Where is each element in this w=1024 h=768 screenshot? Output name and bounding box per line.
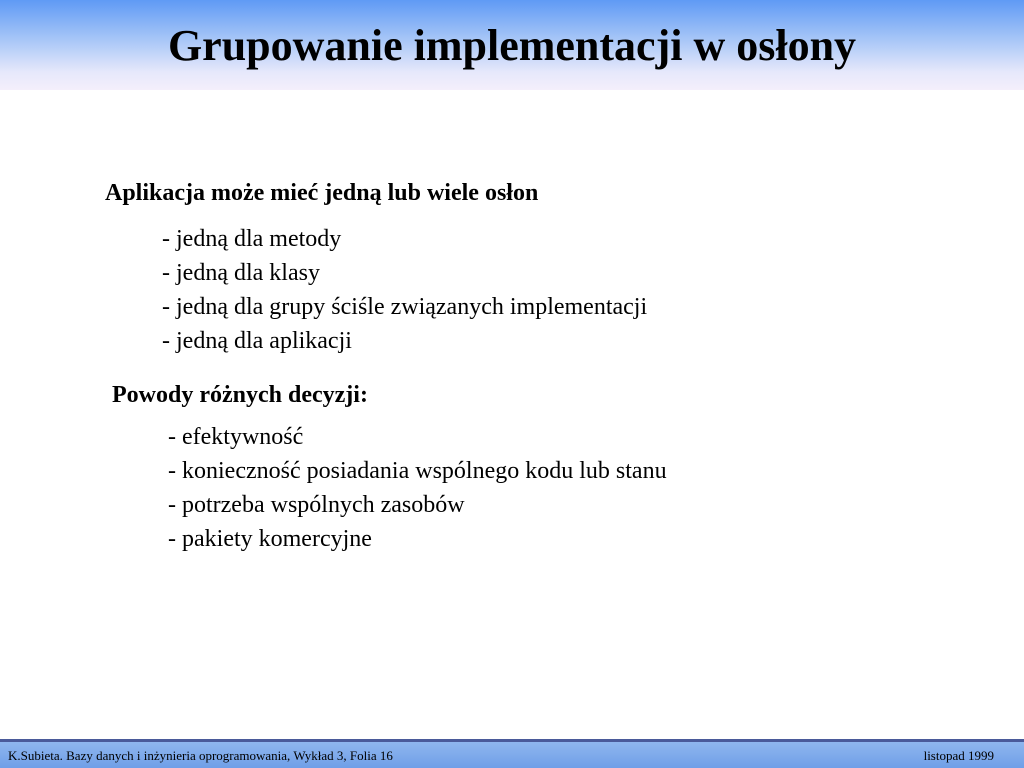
list-item: - efektywność <box>168 424 304 450</box>
section-heading-reasons: Powody różnych decyzji: <box>112 382 368 408</box>
list-item: - jedną dla metody <box>162 226 342 252</box>
section-heading-applications: Aplikacja może mieć jedną lub wiele osłon <box>105 180 539 206</box>
slide-title: Grupowanie implementacji w osłony <box>167 21 857 70</box>
list-item: - jedną dla aplikacji <box>162 328 352 354</box>
slide-footer <box>0 739 1024 768</box>
list-item: - potrzeba wspólnych zasobów <box>168 492 465 518</box>
list-item: - jedną dla grupy ściśle związanych implementacji <box>162 294 648 320</box>
list-item: - jedną dla klasy <box>162 260 320 286</box>
footer-date: listopad 1999 <box>923 748 994 763</box>
list-applications <box>162 222 647 358</box>
list-reasons <box>168 420 667 556</box>
footer-author-course: K.Subieta. Bazy danych i inżynieria oprogramowania, Wykład 3, Folia 16 <box>8 748 393 763</box>
slide-header <box>0 0 1024 90</box>
list-item: - pakiety komercyjne <box>168 526 372 552</box>
list-item: - konieczność posiadania wspólnego kodu lub stanu <box>168 458 667 484</box>
